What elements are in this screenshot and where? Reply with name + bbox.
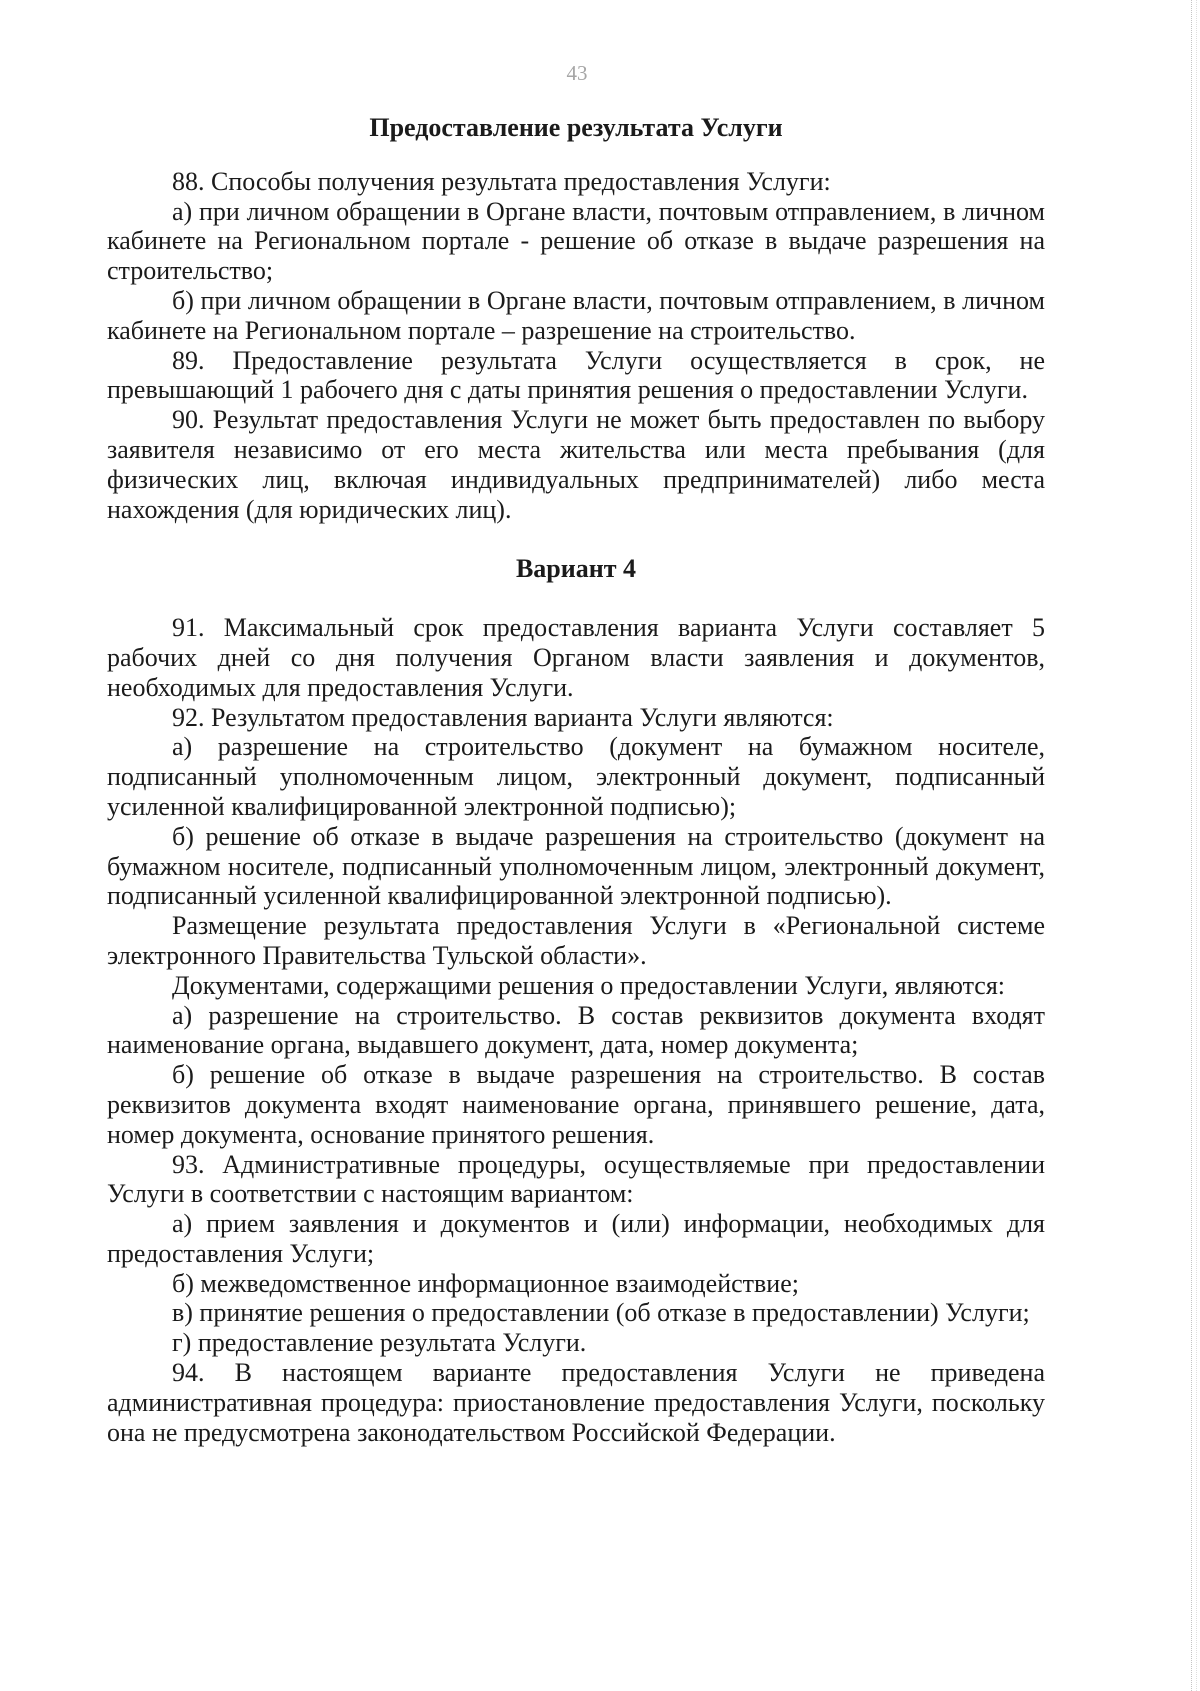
document-body (107, 113, 1045, 1447)
paragraph-94: 94. В настоящем варианте предоставления Услуги не приведена административная процедура: приостановление предоставления Услуги, поскольку она не предусмотрена законодательством Российской Федерации. (107, 1358, 1045, 1447)
paragraph-88-a: а) при личном обращении в Органе власти, почтовым отправлением, в личном кабинете на Региональном портале - решение об отказе в выдаче разрешения на строительство; (107, 196, 1045, 286)
section-heading-variant-4: Вариант 4 (515, 554, 637, 584)
section-heading-result: Предоставление результата Услуги (369, 113, 783, 142)
paragraph-92-a: а) разрешение на строительство (документ на бумажном носителе, подписанный уполномоченным лицом, электронный документ, подписанный усиленной квалифицированной электронной подписью); (107, 732, 1045, 821)
paragraph-93-g: г) предоставление результата Услуги. (172, 1328, 587, 1358)
paragraph-93-b: б) межведомственное информационное взаимодействие; (172, 1268, 799, 1298)
paragraph-93-v: в) принятие решения о предоставлении (об отказе в предоставлении) Услуги; (172, 1298, 1030, 1328)
paragraph-92: 92. Результатом предоставления варианта Услуги являются: (172, 702, 834, 732)
scan-edge-artifact-secondary (1196, 0, 1197, 1691)
paragraph-93: 93. Административные процедуры, осуществляемые при предоставлении Услуги в соответствии с настоящим вариантом: (107, 1149, 1045, 1209)
paragraph-90: 90. Результат предоставления Услуги не может быть предоставлен по выбору заявителя независимо от его места жительства или места пребывания (для физических лиц, включая индивидуальных предпринимателей) либо места нахождения (для юридических лиц). (107, 405, 1045, 524)
paragraph-92-documents-a: а) разрешение на строительство. В состав реквизитов документа входят наименование органа, выдавшего документ, дата, номер документа; (107, 1000, 1045, 1060)
page-number: 43 (566, 61, 588, 85)
paragraph-88-b: б) при личном обращении в Органе власти, почтовым отправлением, в личном кабинете на Региональном портале – разрешение на строительство. (107, 285, 1045, 345)
paragraph-92-documents-b: б) решение об отказе в выдаче разрешения на строительство. В состав реквизитов документа входят наименование органа, принявшего решение, дата, номер документа, основание принятого решения. (107, 1060, 1045, 1149)
paragraph-92-documents: Документами, содержащими решения о предоставлении Услуги, являются: (172, 970, 1006, 1000)
paragraph-91: 91. Максимальный срок предоставления варианта Услуги составляет 5 рабочих дней со дня получения Органом власти заявления и документов, необходимых для предоставления Услуги. (107, 613, 1045, 702)
paragraph-88: 88. Способы получения результата предоставления Услуги: (172, 166, 831, 196)
paragraph-92-placement: Размещение результата предоставления Услуги в «Региональной системе электронного Правительства Тульской области». (107, 911, 1045, 970)
paragraph-89: 89. Предоставление результата Услуги осуществляется в срок, не превышающий 1 рабочего дня с даты принятия решения о предоставлении Услуги. (107, 345, 1045, 405)
paragraph-93-a: а) прием заявления и документов и (или) информации, необходимых для предоставления Услуги; (107, 1209, 1045, 1268)
paragraph-92-b: б) решение об отказе в выдаче разрешения на строительство (документ на бумажном носителе, подписанный уполномоченным лицом, электронный документ, подписанный усиленной квалифицированной электронной подписью). (107, 821, 1045, 911)
scan-edge-artifact (1191, 0, 1192, 1691)
